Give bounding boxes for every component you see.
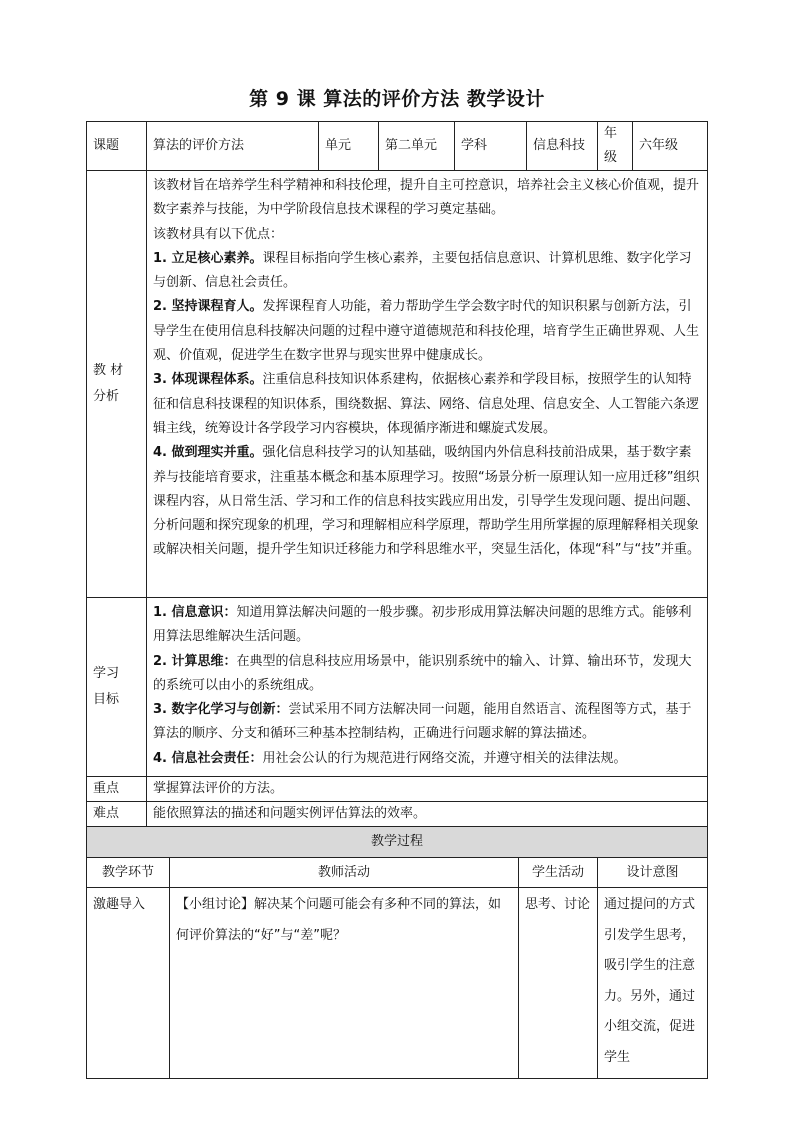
process-row — [87, 888, 708, 1079]
analysis-item-heading: 3. 体现课程体系。 — [153, 372, 263, 388]
process-design: 通过提问的方式引发学生思考，吸引学生的注意力。另外，通过小组交流，促进学生 — [598, 888, 708, 1079]
analysis-advantages-intro: 该教材具有以下优点： — [153, 226, 284, 242]
analysis-row — [87, 171, 708, 598]
process-stage: 激趣导入 — [87, 888, 170, 1079]
process-teacher: 【小组讨论】解决某个问题可能会有多种不同的算法，如何评价算法的“好”与“差”呢？ — [170, 888, 519, 1079]
analysis-intro: 该教材旨在培养学生科学精神和科技伦理，提升自主可控意识，培养社会主义核心价值观，提升数字素养与技能，为中学阶段信息技术课程的学习奠定基础。 — [153, 178, 700, 218]
info-row — [87, 122, 708, 171]
analysis-item-text: 注重信息科技知识体系建构，依据核心素养和学段目标，按照学生的认知特征和信息科技课程的知识体系，围绕数据、算法、网络、信息处理、信息安全、人工智能六条逻辑主线，统筹设计各学段学习内容模块，体现循序渐进和螺旋式发展。 — [153, 372, 700, 436]
analysis-label-line2: 分析 — [93, 389, 120, 404]
objectives-row — [87, 598, 708, 777]
objective-item — [153, 650, 701, 699]
analysis-item-text: 课程目标指向学生核心素养，主要包括信息意识、计算机思维、数字化学习与创新、信息社会责任。 — [153, 250, 692, 291]
page-title: 第 9 课 算法的评价方法 教学设计 — [249, 88, 545, 110]
analysis-item-heading: 2. 坚持课程育人。 — [153, 299, 263, 315]
objectives-content — [147, 598, 708, 777]
lesson-plan-table — [86, 121, 708, 1079]
analysis-item-text: 强化信息科技学习的认知基础，吸纳国内外信息科技前沿成果，基于数字素养与技能培育要求，注重基本概念和基本原理学习。按照“场景分析一原理认知一应用迁移”组织课程内容，从日常生活、学习和工作的信息科技实践应用出发，引导学生发现问题、提出问题、分析问题和探究现象的机理，学习和理解相应科学原理，帮助学生用所掌握的原理解释相关现象或解决相关问题，提升学生知识迁移能力和学科思维水平，突显生活化，体现“科”与“技”并重。 — [153, 445, 700, 558]
process-header-stage: 教学环节 — [87, 858, 170, 888]
analysis-item-text: 发挥课程育人功能，着力帮助学生学会数字时代的知识积累与创新方法，引导学生在使用信息科技解决问题的过程中遵守道德规范和科技伦理，培育学生正确世界观、人生观、价值观，促进学生在数字世界与现实世界中健康成长。 — [153, 299, 700, 364]
difficulty-value: 能依照算法的描述和问题实例评估算法的效率。 — [147, 802, 708, 827]
objective-item-heading: 2. 计算思维： — [153, 653, 237, 669]
objective-item-text: 尝试采用不同方法解决同一问题，能用自然语言、流程图等方式，基于算法的顺序、分支和循环三种基本控制结构，正确进行问题求解的算法描述。 — [153, 702, 692, 742]
process-header-teacher: 教师活动 — [170, 858, 519, 888]
process-section-title: 教学过程 — [87, 827, 708, 858]
grade-label: 年级 — [598, 122, 633, 171]
analysis-label-line1: 教 材 — [93, 363, 124, 378]
objective-item — [153, 747, 701, 771]
objectives-label-line2: 目标 — [93, 692, 120, 707]
analysis-item — [153, 441, 701, 562]
key-point-value: 掌握算法评价的方法。 — [147, 777, 708, 802]
objective-item-heading: 4. 信息社会责任： — [153, 750, 263, 766]
key-point-row — [87, 777, 708, 802]
analysis-item-heading: 1. 立足核心素养。 — [153, 250, 263, 266]
objective-item-text: 用社会公认的行为规范进行网络交流，并遵守相关的法律法规。 — [262, 750, 627, 766]
objective-item-heading: 1. 信息意识： — [153, 605, 237, 620]
objective-item — [153, 698, 701, 747]
difficulty-row — [87, 802, 708, 827]
difficulty-label: 难点 — [87, 802, 147, 827]
analysis-content — [147, 171, 708, 598]
objective-item-heading: 3. 数字化学习与创新： — [153, 702, 289, 718]
subject-value: 信息科技 — [527, 122, 598, 171]
analysis-item — [153, 295, 701, 368]
analysis-item-heading: 4. 做到理实并重。 — [153, 445, 263, 461]
grade-value: 六年级 — [633, 122, 708, 171]
topic-value: 算法的评价方法 — [147, 122, 319, 171]
objectives-label-line1: 学习 — [93, 666, 120, 681]
unit-label: 单元 — [319, 122, 379, 171]
key-point-label: 重点 — [87, 777, 147, 802]
analysis-item — [153, 247, 701, 296]
process-header-design: 设计意图 — [598, 858, 708, 888]
objective-item-text: 知道用算法解决问题的一般步骤。初步形成用算法解决问题的思维方式。能够利用算法思维解决生活问题。 — [153, 605, 692, 645]
topic-label: 课题 — [87, 122, 147, 171]
process-header-row — [87, 858, 708, 888]
analysis-label — [87, 171, 147, 598]
subject-label: 学科 — [455, 122, 527, 171]
objective-item — [153, 601, 701, 650]
unit-value: 第二单元 — [379, 122, 455, 171]
process-header-student: 学生活动 — [519, 858, 598, 888]
objectives-label — [87, 598, 147, 777]
process-section-row — [87, 827, 708, 858]
objective-item-text: 在典型的信息科技应用场景中，能识别系统中的输入、计算、输出环节，发现大的系统可以由小的系统组成。 — [153, 653, 692, 693]
process-student: 思考、讨论 — [519, 888, 598, 1079]
analysis-item — [153, 368, 701, 441]
